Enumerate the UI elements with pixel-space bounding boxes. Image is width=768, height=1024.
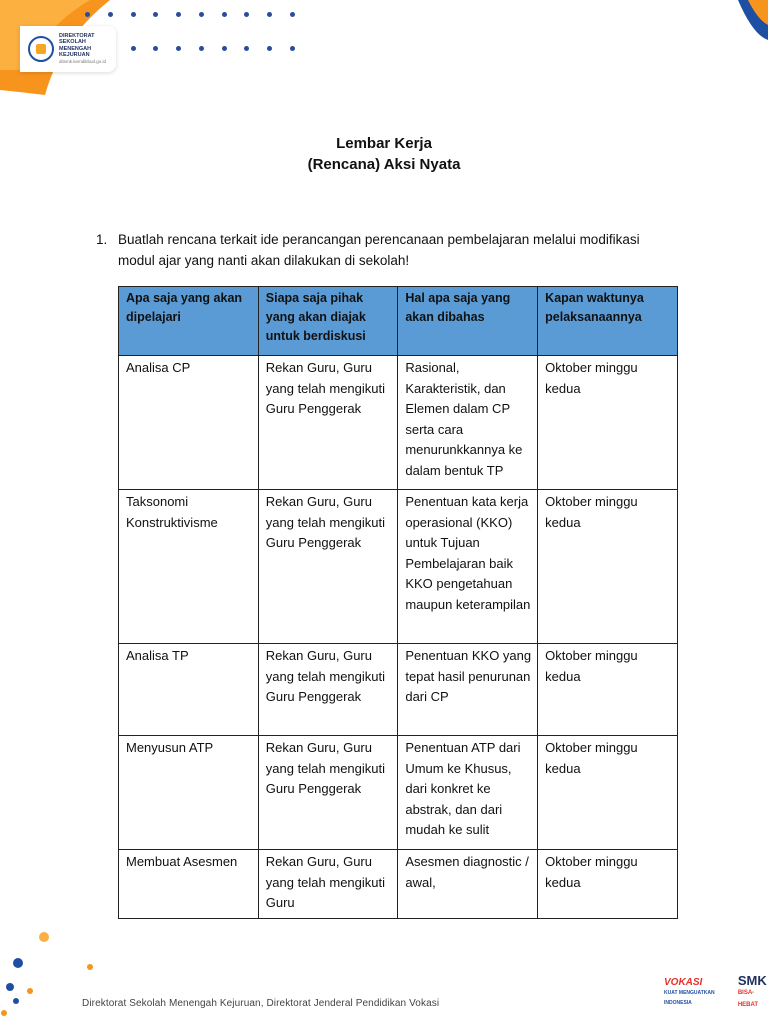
table-cell: Analisa TP (119, 644, 259, 736)
smk-logo (738, 975, 768, 1011)
table-row (119, 736, 678, 850)
dots-decoration-bottom-left (0, 925, 110, 1024)
table-cell: Rekan Guru, Guru yang telah mengikuti Guru (258, 850, 398, 919)
dot-pattern (85, 12, 315, 80)
table-cell: Menyusun ATP (119, 736, 259, 850)
footer-logos (664, 975, 768, 1011)
column-header-topic: Apa saja yang akan dipelajari (119, 287, 259, 356)
table-row (119, 356, 678, 490)
vokasi-logo-sub: KUAT MENGUATKAN INDONESIA (664, 990, 715, 1006)
table-cell: Rekan Guru, Guru yang telah mengikuti Guru Penggerak (258, 356, 398, 490)
emblem-icon (28, 36, 54, 62)
table-cell: Taksonomi Konstruktivisme (119, 490, 259, 644)
footer-text: Direktorat Sekolah Menengah Kejuruan, Direktorat Jenderal Pendidikan Vokasi (82, 998, 440, 1009)
instruction-item (96, 229, 671, 271)
instruction-text: Buatlah rencana terkait ide perancangan perencanaan pembelajaran melalui modifikasi modul ajar yang nanti akan dilakukan di sekolah! (118, 232, 640, 268)
vokasi-logo-text: VOKASI (664, 977, 703, 988)
page-title (0, 133, 768, 175)
table-row (119, 850, 678, 919)
plan-table (118, 286, 678, 919)
table-cell: Asesmen diagnostic / awal, (398, 850, 538, 919)
table-row (119, 490, 678, 644)
table-cell: Oktober minggu kedua (538, 644, 678, 736)
title-line-2: (Rencana) Aksi Nyata (307, 156, 461, 173)
column-header-discussion: Hal apa saja yang akan dibahas (398, 287, 538, 356)
table-cell: Membuat Asesmen (119, 850, 259, 919)
table-cell: Analisa CP (119, 356, 259, 490)
title-line-1: Lembar Kerja (336, 135, 432, 152)
logo-url: ditsmk.kemdikbud.go.id (59, 58, 107, 64)
instruction-number: 1. (96, 232, 108, 247)
corner-decoration-top-right (718, 0, 768, 40)
table-cell: Penentuan ATP dari Umum ke Khusus, dari konkret ke abstrak, dan dari mudah ke sulit (398, 736, 538, 850)
directorate-logo (20, 26, 116, 72)
column-header-schedule: Kapan waktunya pelaksanaannya (538, 287, 678, 356)
logo-line-1: DIREKTORAT (59, 32, 95, 39)
table-cell: Oktober minggu kedua (538, 356, 678, 490)
table-cell: Oktober minggu kedua (538, 850, 678, 919)
smk-logo-sub: BISA-HEBAT (737, 990, 759, 1008)
table-cell: Oktober minggu kedua (538, 490, 678, 644)
logo-line-3: KEJURUAN (59, 52, 90, 59)
table-cell: Rasional, Karakteristik, dan Elemen dalam CP serta cara menurunkkannya ke dalam bentuk TP (398, 356, 538, 490)
smk-logo-text: SMK (737, 973, 767, 988)
logo-line-2: SEKOLAH MENENGAH (59, 39, 92, 52)
table-cell: Penentuan kata kerja operasional (KKO) untuk Tujuan Pembelajaran baik KKO pengetahuan maupun keterampilan (398, 490, 538, 644)
table-cell: Rekan Guru, Guru yang telah mengikuti Guru Penggerak (258, 644, 398, 736)
table-cell: Rekan Guru, Guru yang telah mengikuti Guru Penggerak (258, 490, 398, 644)
table-cell: Penentuan KKO yang tepat hasil penurunan dari CP (398, 644, 538, 736)
table-row (119, 644, 678, 736)
table-header-row (119, 287, 678, 356)
table-cell: Oktober minggu kedua (538, 736, 678, 850)
vokasi-logo (664, 978, 730, 1008)
column-header-participants: Siapa saja pihak yang akan diajak untuk berdiskusi (258, 287, 398, 356)
table-cell: Rekan Guru, Guru yang telah mengikuti Guru Penggerak (258, 736, 398, 850)
